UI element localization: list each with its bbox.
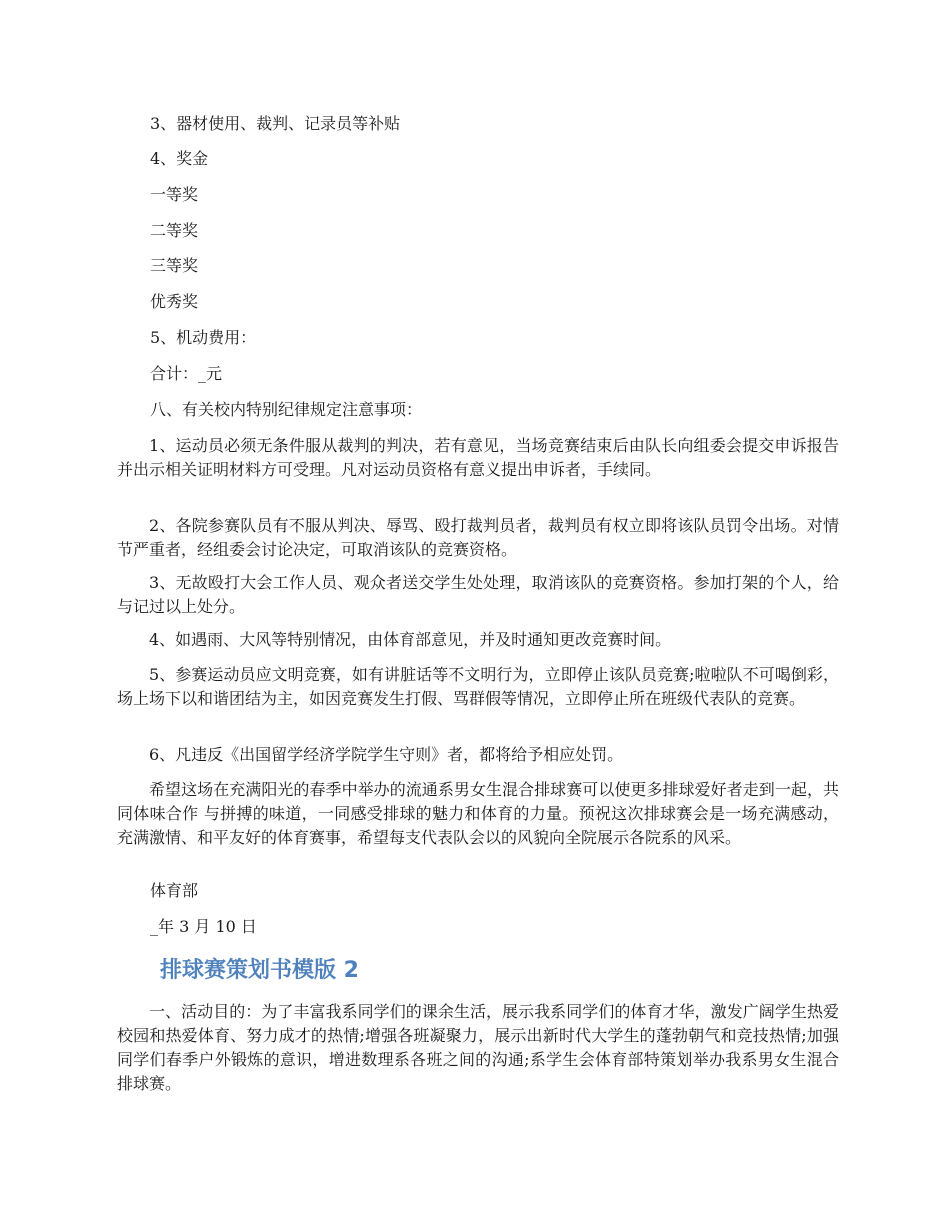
budget-item-equipment: 3、器材使用、裁判、记录员等补贴 — [150, 114, 401, 133]
prize-excellent: 优秀奖 — [150, 292, 199, 311]
rule-paragraph: 2、各院参赛队员有不服从判决、辱骂、殴打裁判员者，裁判员有权立即将该队员罚令出场。对情节严重者，经组委会讨论决定，可取消该队的竞赛资格。 — [117, 516, 839, 559]
purpose-paragraph: 一、活动目的：为了丰富我系同学们的课余生活，展示我系同学们的体育才华，激发广阔学生热爱校园和热爱体育、努力成才的热情;增强各班凝聚力，展示出新时代大学生的蓬勃朝气和竞技热情;加强同学们春季户外锻炼的意识，增进数理系各班之间的沟通;系学生会体育部特策划举办我系男女生混合排球赛。 — [117, 1002, 839, 1093]
closing-paragraph: 希望这场在充满阳光的春季中举办的流通系男女生混合排球赛可以使更多排球爱好者走到一起，共同体味合作 与拼搏的味道，一同感受排球的魅力和体育的力量。预祝这次排球赛会是一场充满感动，充满激情、和平友好的体育赛事，希望每支代表队会以的风貌向全院展示各院系的风采。 — [117, 780, 839, 847]
date: _年 3 月 10 日 — [150, 917, 257, 936]
budget-item-prize: 4、奖金 — [150, 149, 209, 168]
section-eight-heading: 八、有关校内特别纪律规定注意事项： — [150, 400, 423, 419]
prize-second: 二等奖 — [150, 221, 199, 240]
prize-third: 三等奖 — [150, 256, 199, 275]
section-title: 排球赛策划书模版 2 — [160, 958, 359, 983]
prize-first: 一等奖 — [150, 185, 199, 204]
rule-paragraph: 1、运动员必须无条件服从裁判的判决，若有意见，当场竞赛结束后由队长向组委会提交申诉报告并出示相关证明材料方可受理。凡对运动员资格有意义提出申诉者，手续同。 — [117, 436, 839, 479]
rule-paragraph: 6、凡违反《出国留学经济学院学生守则》者，都将给予相应处罚。 — [149, 745, 624, 764]
rule-paragraph: 5、参赛运动员应文明竞赛，如有讲脏话等不文明行为，立即停止该队员竞赛;啦啦队不可喝倒彩，场上场下以和谐团结为主，如因竞赛发生打假、骂群假等情况，立即停止所在班级代表队的竞赛。 — [117, 665, 839, 708]
budget-total: 合计：_元 — [150, 364, 223, 383]
rule-paragraph: 4、如遇雨、大风等特别情况，由体育部意见，并及时通知更改竞赛时间。 — [149, 630, 672, 649]
signature: 体育部 — [150, 881, 199, 900]
budget-item-flexible: 5、机动费用： — [150, 328, 257, 347]
rule-paragraph: 3、无故殴打大会工作人员、观众者送交学生处处理，取消该队的竞赛资格。参加打架的个人，给与记过以上处分。 — [117, 573, 839, 616]
